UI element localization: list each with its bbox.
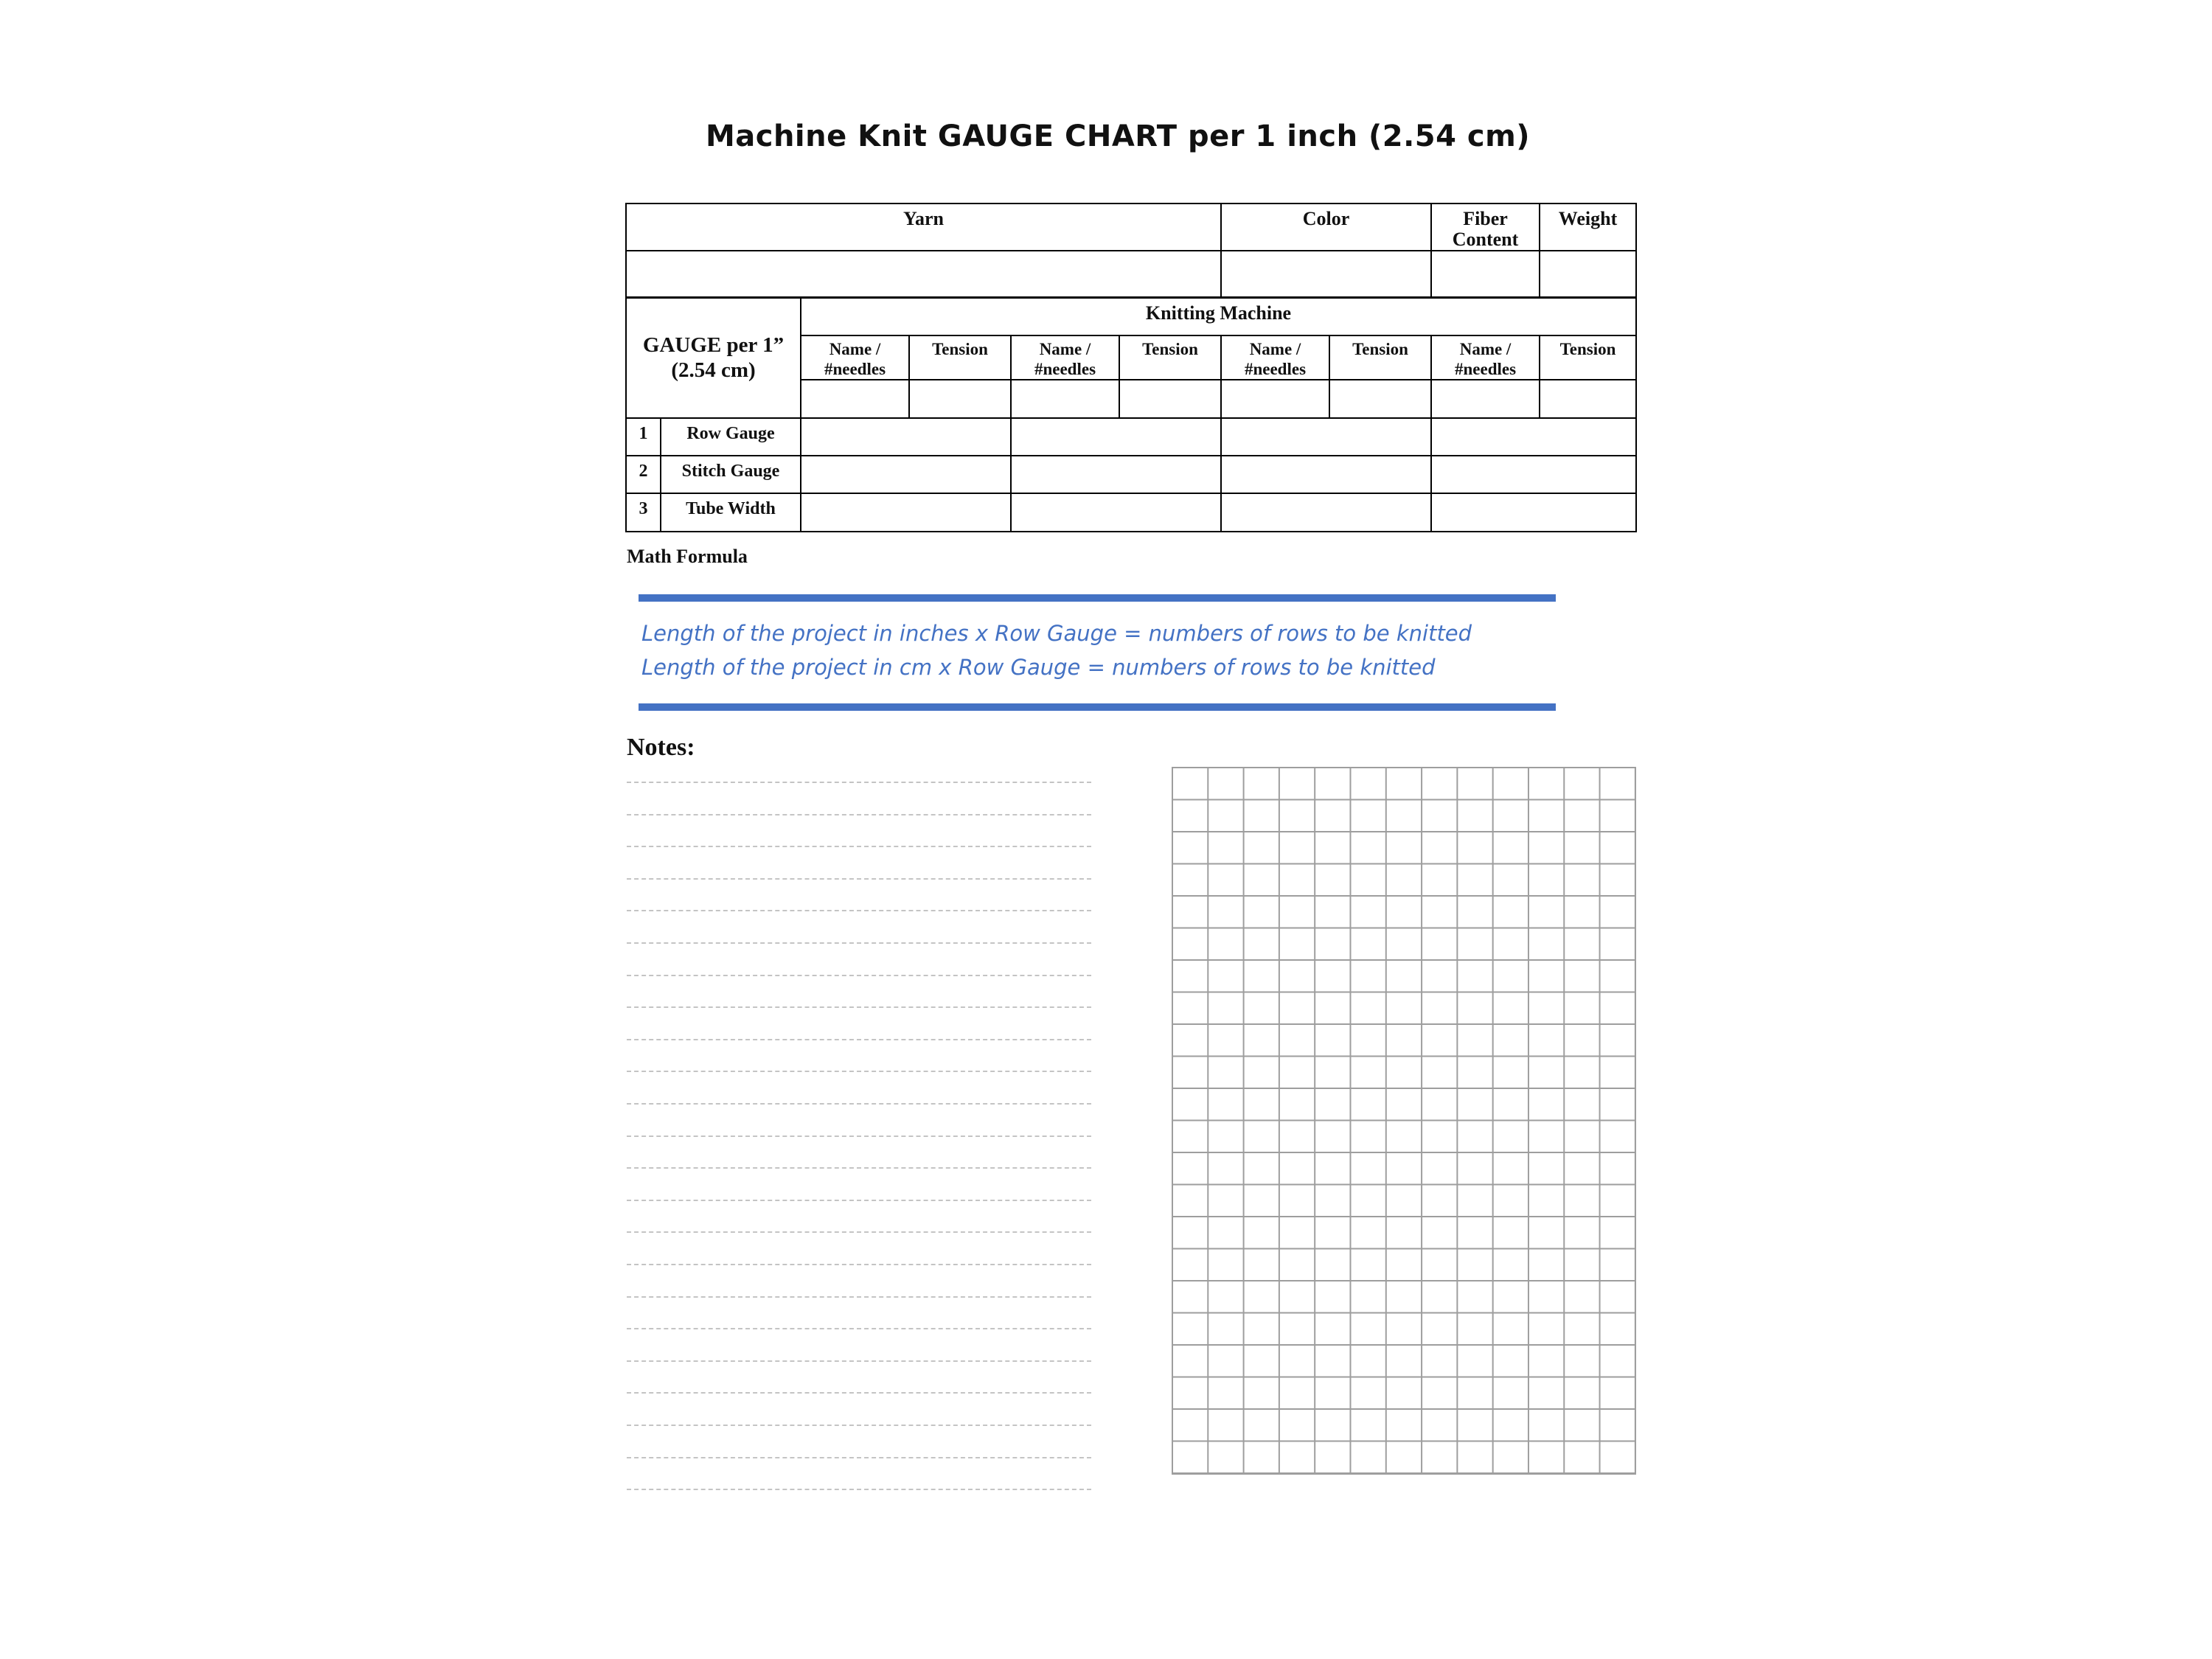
sub-header-name-4: Name / #needles <box>1431 335 1540 380</box>
note-line[interactable] <box>627 1135 1091 1137</box>
note-line[interactable] <box>627 1231 1091 1233</box>
tube-width-label: Tube Width <box>661 493 801 532</box>
notes-label: Notes: <box>627 734 695 761</box>
note-line[interactable] <box>627 1425 1091 1426</box>
gauge-cell[interactable] <box>1431 418 1636 456</box>
note-line[interactable] <box>627 1071 1091 1072</box>
machine-cell[interactable] <box>1011 380 1119 418</box>
gauge-cell[interactable] <box>1221 418 1431 456</box>
sub-header-tension-3: Tension <box>1329 335 1431 380</box>
knitting-machine-header: Knitting Machine <box>801 297 1636 335</box>
note-line[interactable] <box>627 1039 1091 1040</box>
gauge-table <box>625 203 1637 532</box>
gauge-cell[interactable] <box>1221 456 1431 493</box>
machine-cell[interactable] <box>1221 380 1329 418</box>
weight-header: Weight <box>1540 204 1636 251</box>
machine-cell[interactable] <box>1119 380 1221 418</box>
note-line[interactable] <box>627 1006 1091 1008</box>
gauge-cell[interactable] <box>1011 493 1221 532</box>
sub-header-tension-2: Tension <box>1119 335 1221 380</box>
gauge-cell[interactable] <box>801 493 1011 532</box>
row-number: 1 <box>626 418 661 456</box>
sub-header-name-3: Name / #needles <box>1221 335 1329 380</box>
row-number: 2 <box>626 456 661 493</box>
graph-grid[interactable] <box>1172 767 1636 1475</box>
formula-bottom-bar <box>639 703 1556 711</box>
gauge-cell[interactable] <box>1011 418 1221 456</box>
note-line[interactable] <box>627 782 1091 783</box>
row-gauge-label: Row Gauge <box>661 418 801 456</box>
math-formula-label: Math Formula <box>627 546 748 567</box>
note-line[interactable] <box>627 1489 1091 1490</box>
yarn-cell[interactable] <box>626 251 1221 297</box>
machine-cell[interactable] <box>909 380 1011 418</box>
yarn-header: Yarn <box>626 204 1221 251</box>
note-line[interactable] <box>627 1264 1091 1265</box>
gauge-cell[interactable] <box>1011 456 1221 493</box>
row-number: 3 <box>626 493 661 532</box>
note-line[interactable] <box>627 1296 1091 1298</box>
note-line[interactable] <box>627 975 1091 976</box>
color-header: Color <box>1221 204 1431 251</box>
machine-cell[interactable] <box>1431 380 1540 418</box>
fiber-header: Fiber Content <box>1431 204 1540 251</box>
note-line[interactable] <box>627 878 1091 880</box>
machine-cell[interactable] <box>801 380 909 418</box>
gauge-cell[interactable] <box>801 418 1011 456</box>
note-line[interactable] <box>627 1457 1091 1458</box>
formula-top-bar <box>639 594 1556 602</box>
note-line[interactable] <box>627 910 1091 911</box>
fiber-cell[interactable] <box>1431 251 1540 297</box>
gauge-label: GAUGE per 1” (2.54 cm) <box>626 297 801 418</box>
machine-cell[interactable] <box>1329 380 1431 418</box>
stitch-gauge-label: Stitch Gauge <box>661 456 801 493</box>
note-line[interactable] <box>627 1103 1091 1105</box>
formula-cm: Length of the project in cm x Row Gauge = numbers of rows to be knitted <box>641 655 1436 680</box>
page-title: Machine Knit GAUGE CHART per 1 inch (2.54 cm) <box>705 119 1531 153</box>
color-cell[interactable] <box>1221 251 1431 297</box>
sub-header-tension-4: Tension <box>1540 335 1636 380</box>
machine-cell[interactable] <box>1540 380 1636 418</box>
gauge-cell[interactable] <box>1431 493 1636 532</box>
weight-cell[interactable] <box>1540 251 1636 297</box>
note-line[interactable] <box>627 814 1091 815</box>
note-line[interactable] <box>627 1360 1091 1362</box>
sub-header-name-1: Name / #needles <box>801 335 909 380</box>
note-line[interactable] <box>627 1167 1091 1169</box>
sub-header-name-2: Name / #needles <box>1011 335 1119 380</box>
gauge-cell[interactable] <box>1431 456 1636 493</box>
gauge-cell[interactable] <box>1221 493 1431 532</box>
formula-inches: Length of the project in inches x Row Gauge = numbers of rows to be knitted <box>641 621 1472 646</box>
note-line[interactable] <box>627 1200 1091 1201</box>
gauge-cell[interactable] <box>801 456 1011 493</box>
note-line[interactable] <box>627 846 1091 847</box>
note-line[interactable] <box>627 1392 1091 1394</box>
note-line[interactable] <box>627 942 1091 944</box>
sub-header-tension-1: Tension <box>909 335 1011 380</box>
note-line[interactable] <box>627 1328 1091 1329</box>
